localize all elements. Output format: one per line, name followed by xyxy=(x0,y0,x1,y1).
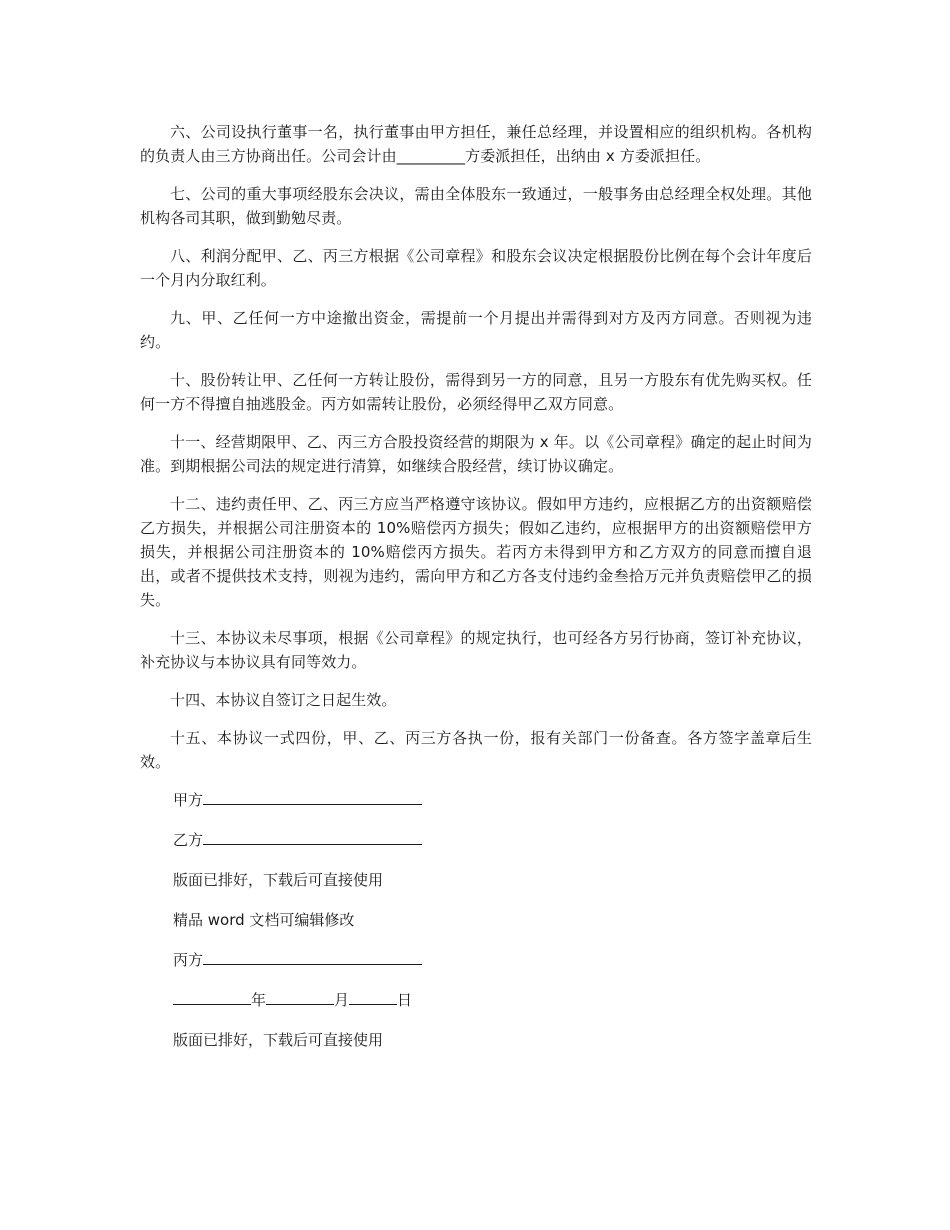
day-label: 日 xyxy=(397,991,413,1009)
party-b-label: 乙方 xyxy=(173,831,204,849)
clause-12-text: 十二、违约责任甲、乙、丙三方应当严格遵守该协议。假如甲方违约，应根据乙方的出资额赔偿乙方损失，并根据公司注册资本的 10%赔偿丙方损失；假如乙违约，应根据甲方的出资额赔偿甲方损失，并根据公司注册资本的 10%赔偿丙方损失。若丙方未得到甲方和乙方双方的同意而擅自退出，或者不提供技术支持，则视为违约，需向甲方和乙方各支付违约金叁拾万元并负责赔偿甲乙的损失。 xyxy=(140,495,812,609)
month-blank[interactable] xyxy=(266,988,334,1005)
clause-6 xyxy=(140,120,812,168)
accountant-party-blank: _________ xyxy=(396,147,466,165)
clause-7-text: 七、公司的重大事项经股东会决议，需由全体股东一致通过，一般事务由总经理全权处理。其他机构各司其职，做到勤勉尽责。 xyxy=(140,185,812,227)
layout-note-repeat-text: 版面已排好，下载后可直接使用 xyxy=(173,1031,384,1049)
party-c-label: 丙方 xyxy=(173,951,204,969)
year-blank[interactable] xyxy=(173,988,251,1005)
clause-10-text: 十、股份转让甲、乙任何一方转让股份，需得到另一方的同意，且另一方股东有优先购买权。任何一方不得擅自抽逃股金。丙方如需转让股份，必须经得甲乙双方同意。 xyxy=(140,371,812,413)
date-line xyxy=(140,988,812,1012)
party-c-signature-line xyxy=(140,948,812,972)
clause-8-text: 八、利润分配甲、乙、丙三方根据《公司章程》和股东会议决定根据股份比例在每个会计年度后一个月内分取红利。 xyxy=(140,247,812,289)
party-a-signature-line xyxy=(140,788,812,812)
clause-13-text: 十三、本协议未尽事项，根据《公司章程》的规定执行，也可经各方另行协商，签订补充协议，补充协议与本协议具有同等效力。 xyxy=(140,629,812,671)
editable-note-text: 精品 word 文档可编辑修改 xyxy=(173,911,355,929)
clause-15 xyxy=(140,726,812,774)
party-b-signature-line xyxy=(140,828,812,852)
editable-note xyxy=(140,908,812,932)
party-c-signature-blank[interactable] xyxy=(203,948,422,965)
party-a-signature-blank[interactable] xyxy=(203,788,422,805)
clause-7 xyxy=(140,182,812,230)
clause-10 xyxy=(140,368,812,416)
year-label: 年 xyxy=(251,991,267,1009)
document-page xyxy=(140,120,812,1068)
month-label: 月 xyxy=(334,991,350,1009)
clause-9 xyxy=(140,306,812,354)
clause-6-text-a: 六、公司设执行董事一名，执行董事由甲方担任，兼任总经理，并设置相应的组织机构。各机构的负责人由三方协商出任。公司会计由 xyxy=(140,123,812,165)
party-a-label: 甲方 xyxy=(173,791,204,809)
clause-13 xyxy=(140,626,812,674)
party-b-signature-blank[interactable] xyxy=(203,828,422,845)
clause-9-text: 九、甲、乙任何一方中途撤出资金，需提前一个月提出并需得到对方及丙方同意。否则视为违约。 xyxy=(140,309,812,351)
day-blank[interactable] xyxy=(349,988,397,1005)
clause-14 xyxy=(140,688,812,712)
layout-note-text: 版面已排好，下载后可直接使用 xyxy=(173,871,384,889)
clause-11 xyxy=(140,430,812,478)
clause-11-text: 十一、经营期限甲、乙、丙三方合股投资经营的期限为 x 年。以《公司章程》确定的起止时间为准。到期根据公司法的规定进行清算，如继续合股经营，续订协议确定。 xyxy=(140,433,812,475)
clause-15-text: 十五、本协议一式四份，甲、乙、丙三方各执一份，报有关部门一份备查。各方签字盖章后生效。 xyxy=(140,729,812,771)
clause-14-text: 十四、本协议自签订之日起生效。 xyxy=(170,691,397,709)
clause-12 xyxy=(140,492,812,612)
layout-note-repeat xyxy=(140,1028,812,1052)
clause-8 xyxy=(140,244,812,292)
clause-6-text-b: 方委派担任，出纳由 x 方委派担任。 xyxy=(465,147,711,165)
layout-note xyxy=(140,868,812,892)
